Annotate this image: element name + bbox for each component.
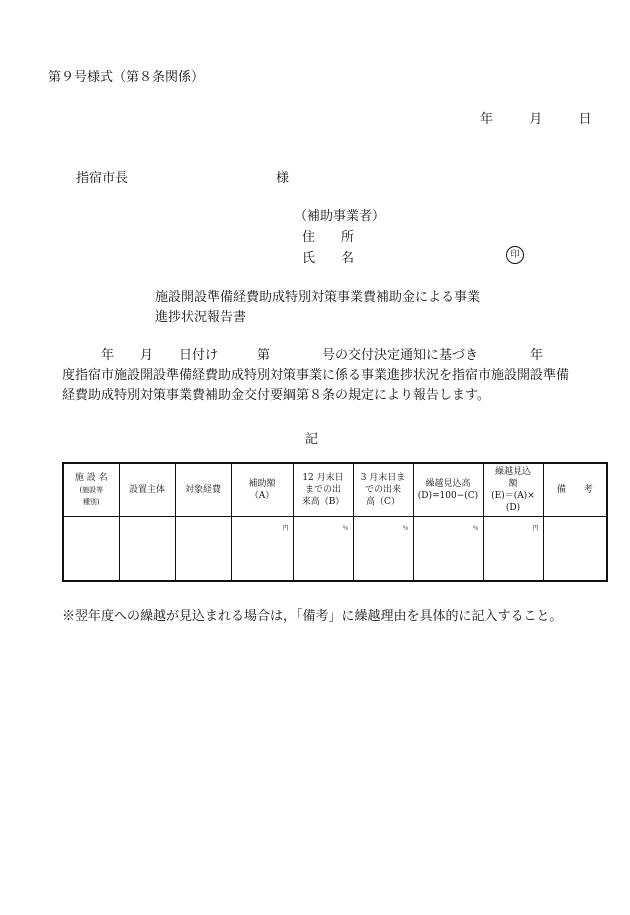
col-mar-progress: 3 月末日ま での出来 高（C） [353, 463, 413, 517]
col-subsidy: 補助額 （A） [231, 463, 293, 517]
table-row [63, 517, 607, 582]
progress-table [62, 462, 608, 582]
body-line-1: 年 月 日付け 第 号の交付決定通知に基づき 年 [62, 348, 544, 363]
form-number: 第９号様式（第８条関係） [48, 70, 205, 85]
col-dec-progress: 12 月末日 までの出 来高（B） [293, 463, 353, 517]
col-carry-rate: 繰越見込高 (D)=100−(C) [413, 463, 483, 517]
cell-target-cost[interactable] [175, 517, 231, 582]
title-line-1: 施設開設準備経費助成特別対策事業費補助金による事業 [155, 290, 481, 305]
date-field [480, 108, 592, 127]
name-label: 氏 名 [302, 251, 355, 266]
table-header-row [63, 463, 607, 517]
cell-facility[interactable] [63, 517, 119, 582]
date-day: 日 [578, 112, 592, 127]
body-line-3: 経費助成特別対策事業費補助金交付要綱第８条の規定により報告します。 [62, 388, 490, 403]
col-remarks: 備 考 [543, 463, 607, 517]
cell-remarks[interactable] [543, 517, 607, 582]
col-facility: 施 設 名 (施設等 種別) [63, 463, 119, 517]
footnote: ※翌年度への繰越が見込まれる場合は，「備考」に繰越理由を具体的に記入すること。 [62, 609, 563, 624]
seal-mark: 印 [506, 246, 524, 264]
applicant-heading: （補助事業者） [294, 209, 386, 224]
col-operator: 設置主体 [119, 463, 175, 517]
cell-carry-amount[interactable]: 円 [483, 517, 543, 582]
report-body [62, 346, 592, 406]
col-carry-amount: 繰越見込 額 (E)＝(A)× (D) [483, 463, 543, 517]
cell-carry-rate[interactable]: ％ [413, 517, 483, 582]
ki-heading: 記 [305, 432, 319, 447]
cell-subsidy[interactable]: 円 [231, 517, 293, 582]
cell-operator[interactable] [119, 517, 175, 582]
addressee-name: 指宿市長 [76, 171, 129, 186]
title-line-2: 進捗状況報告書 [155, 310, 247, 325]
body-line-2: 度指宿市施設開設準備経費助成特別対策事業に係る事業進捗状況を指宿市施設開設準備 [62, 368, 570, 383]
date-month: 月 [529, 112, 543, 127]
date-year: 年 [480, 112, 494, 127]
col-target-cost: 対象経費 [175, 463, 231, 517]
address-label: 住 所 [302, 230, 355, 245]
addressee-honorific: 様 [276, 171, 290, 186]
cell-mar-progress[interactable]: ％ [353, 517, 413, 582]
cell-dec-progress[interactable]: ％ [293, 517, 353, 582]
